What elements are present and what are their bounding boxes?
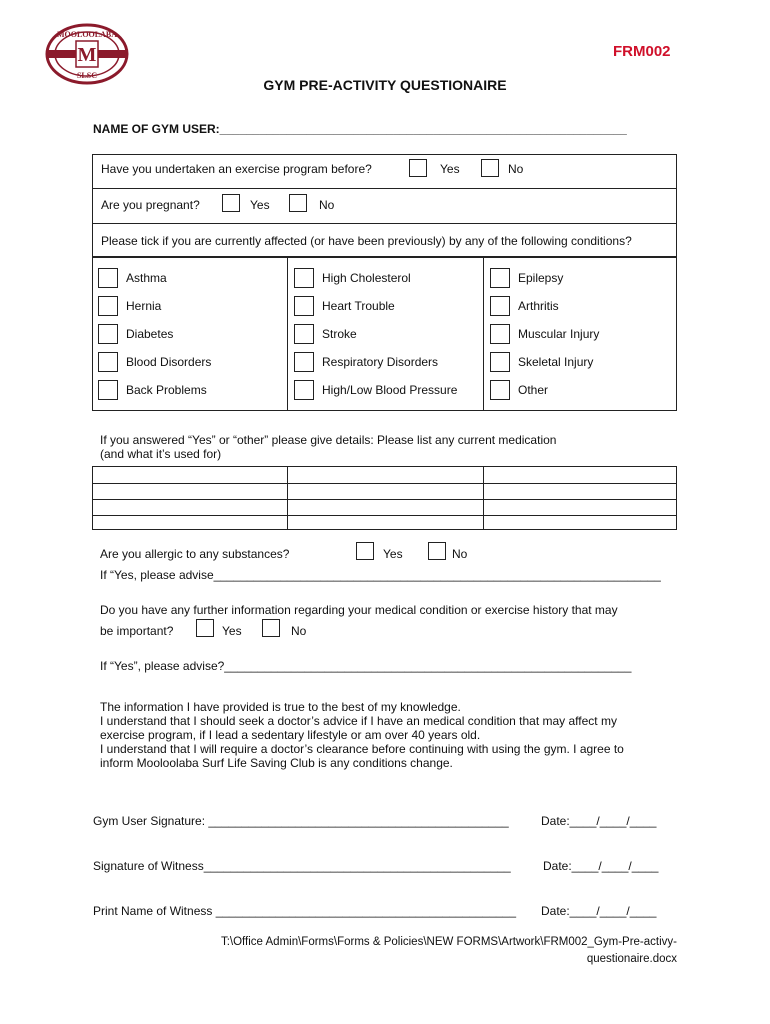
allergy-no-label: No	[452, 547, 468, 561]
condition-label: Heart Trouble	[322, 299, 395, 313]
exercise-yes-checkbox[interactable]	[409, 159, 427, 177]
condition-label: Hernia	[126, 299, 162, 313]
logo-text-top: MOOLOOLABA	[56, 30, 118, 39]
condition-label: Epilepsy	[518, 271, 564, 285]
condition-item[interactable]	[294, 296, 395, 316]
condition-item[interactable]	[490, 268, 563, 288]
condition-item[interactable]	[490, 296, 559, 316]
pregnant-yes-label: Yes	[250, 198, 270, 212]
condition-item[interactable]	[98, 324, 173, 344]
further-yes-label: Yes	[222, 624, 242, 638]
allergy-question: Are you allergic to any substances?	[100, 547, 290, 561]
pregnant-question: Are you pregnant?	[101, 198, 200, 212]
condition-label: Back Problems	[126, 383, 207, 397]
condition-item[interactable]	[98, 380, 207, 400]
condition-item[interactable]	[294, 380, 457, 400]
condition-item[interactable]	[490, 380, 548, 400]
condition-item[interactable]	[294, 352, 438, 372]
medication-table[interactable]	[92, 466, 677, 530]
condition-label: Muscular Injury	[518, 327, 600, 341]
pregnant-no-checkbox[interactable]	[289, 194, 307, 212]
details-line2: (and what it’s used for)	[100, 447, 222, 461]
condition-checkbox[interactable]	[490, 352, 510, 372]
declaration-line: I understand that I should seek a doctor’s advice if I have an medical condition that may affect my	[100, 714, 617, 728]
further-no-checkbox[interactable]	[262, 619, 280, 637]
condition-item[interactable]	[98, 268, 167, 288]
further-question: Do you have any further information regarding your medical condition or exercise history that may	[100, 603, 618, 617]
declaration	[100, 700, 624, 770]
condition-label: High Cholesterol	[322, 271, 411, 285]
further-advise-field[interactable]: If “Yes”, please advise?_____________________________________________________________	[100, 659, 632, 673]
condition-checkbox[interactable]	[98, 380, 118, 400]
club-logo	[44, 23, 130, 85]
user-date-field[interactable]: Date:____/____/____	[541, 814, 657, 828]
condition-checkbox[interactable]	[490, 380, 510, 400]
condition-checkbox[interactable]	[294, 380, 314, 400]
condition-checkbox[interactable]	[98, 296, 118, 316]
condition-label: Respiratory Disorders	[322, 355, 439, 369]
condition-label: Diabetes	[126, 327, 174, 341]
details-line1: If you answered “Yes” or “other” please give details: Please list any current medication	[100, 433, 557, 447]
condition-checkbox[interactable]	[490, 296, 510, 316]
further-yes-checkbox[interactable]	[196, 619, 214, 637]
condition-item[interactable]	[490, 352, 593, 372]
condition-checkbox[interactable]	[294, 352, 314, 372]
gym-user-name-field[interactable]: NAME OF GYM USER:_____________________________________________________________	[93, 122, 627, 136]
allergy-yes-label: Yes	[383, 547, 403, 561]
allergy-yes-checkbox[interactable]	[356, 542, 374, 560]
allergy-no-checkbox[interactable]	[428, 542, 446, 560]
user-signature-field[interactable]: Gym User Signature: _____________________________________________	[93, 814, 509, 828]
further-question-cont: be important?	[100, 624, 174, 638]
condition-checkbox[interactable]	[98, 352, 118, 372]
witness-date-field[interactable]: Date:____/____/____	[543, 859, 659, 873]
conditions-prompt: Please tick if you are currently affected (or have been previously) by any of the following conditions?	[101, 234, 632, 248]
condition-item[interactable]	[98, 296, 161, 316]
exercise-no-label: No	[508, 162, 524, 176]
condition-label: Blood Disorders	[126, 355, 212, 369]
exercise-question: Have you undertaken an exercise program before?	[101, 162, 372, 176]
exercise-yes-label: Yes	[440, 162, 460, 176]
witness-signature-field[interactable]: Signature of Witness______________________________________________	[93, 859, 511, 873]
condition-label: Other	[518, 383, 549, 397]
logo-letter: M	[77, 44, 97, 66]
page-title: GYM PRE-ACTIVITY QUESTIONAIRE	[263, 77, 507, 93]
details-prompt	[100, 433, 556, 461]
condition-label: Arthritis	[518, 299, 559, 313]
condition-item[interactable]	[294, 268, 411, 288]
further-no-label: No	[291, 624, 307, 638]
declaration-line: exercise program, if I lead a sedentary lifestyle or am over 40 years old.	[100, 728, 481, 742]
print-name-field[interactable]: Print Name of Witness _____________________________________________	[93, 904, 517, 918]
footer-line1: T:\Office Admin\Forms\Forms & Policies\NEW FORMS\Artwork\FRM002_Gym-Pre-activy-	[220, 936, 677, 948]
declaration-line: I understand that I will require a doctor’s clearance before continuing with using the gym. I agree to	[100, 742, 624, 756]
condition-checkbox[interactable]	[294, 324, 314, 344]
declaration-line: inform Mooloolaba Surf Life Saving Club is any conditions change.	[100, 756, 453, 770]
file-path-footer	[117, 934, 677, 968]
condition-label: Stroke	[322, 327, 357, 341]
condition-item[interactable]	[490, 324, 599, 344]
pregnant-yes-checkbox[interactable]	[222, 194, 240, 212]
condition-checkbox[interactable]	[294, 296, 314, 316]
condition-checkbox[interactable]	[294, 268, 314, 288]
form-code: FRM002	[613, 43, 671, 60]
exercise-no-checkbox[interactable]	[481, 159, 499, 177]
pregnant-no-label: No	[319, 198, 335, 212]
footer-line2: questionaire.docx	[586, 953, 677, 965]
condition-checkbox[interactable]	[490, 268, 510, 288]
condition-item[interactable]	[98, 352, 211, 372]
condition-checkbox[interactable]	[98, 324, 118, 344]
condition-label: Asthma	[126, 271, 167, 285]
declaration-line: The information I have provided is true to the best of my knowledge.	[100, 700, 461, 714]
condition-label: Skeletal Injury	[518, 355, 594, 369]
condition-item[interactable]	[294, 324, 357, 344]
condition-label: High/Low Blood Pressure	[322, 383, 458, 397]
print-date-field[interactable]: Date:____/____/____	[541, 904, 657, 918]
condition-checkbox[interactable]	[490, 324, 510, 344]
condition-checkbox[interactable]	[98, 268, 118, 288]
logo-text-bottom: SLSC	[76, 71, 98, 80]
allergy-advise-field[interactable]: If “Yes, please advise___________________________________________________________________	[100, 568, 661, 582]
